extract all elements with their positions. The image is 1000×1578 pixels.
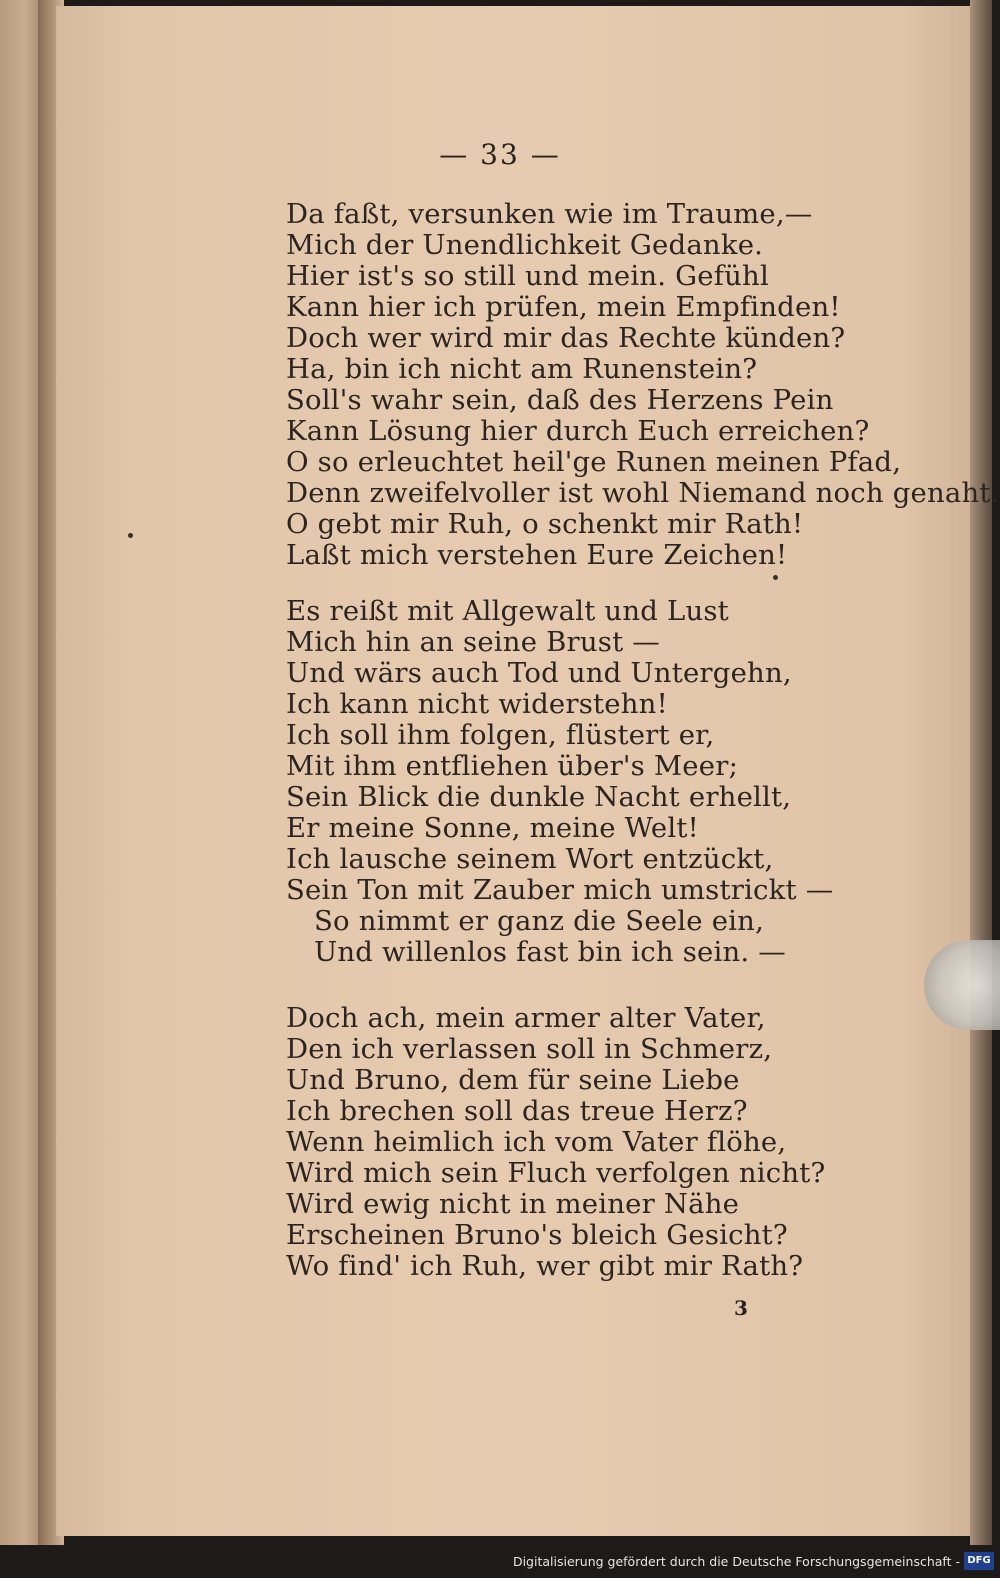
verse-line: Wenn heimlich ich vom Vater flöhe, (286, 1126, 787, 1158)
verse-line: Ha, bin ich nicht am Runenstein? (286, 353, 758, 385)
ink-speck (128, 533, 133, 538)
verse-line: Mich hin an seine Brust — (286, 626, 660, 658)
verse-line: Doch wer wird mir das Rechte künden? (286, 322, 846, 354)
verse-line: So nimmt er ganz die Seele ein, (314, 905, 765, 937)
footer-credit: Digitalisierung gefördert durch die Deutsche Forschungsgemeinschaft - (512, 1554, 960, 1569)
verse-line: Denn zweifelvoller ist wohl Niemand noch genaht. (286, 477, 1000, 509)
dfg-logo-icon: DFG (964, 1552, 994, 1570)
verse-line: Ich kann nicht widerstehn! (286, 688, 668, 720)
verse-line: Hier ist's so still und mein. Gefühl (286, 260, 769, 292)
verse-line: Er meine Sonne, meine Welt! (286, 812, 699, 844)
verse-line: O so erleuchtet heil'ge Runen meinen Pfad, (286, 446, 902, 478)
verse-line: Ich lausche seinem Wort entzückt, (286, 843, 774, 875)
stanza-1 (286, 199, 1000, 571)
verse-line: Den ich verlassen soll in Schmerz, (286, 1033, 773, 1065)
verse-line: Da faßt, versunken wie im Traume,— (286, 198, 813, 230)
verse-line: Sein Blick die dunkle Nacht erhellt, (286, 781, 792, 813)
verse-line: Es reißt mit Allgewalt und Lust (286, 595, 729, 627)
verse-line: Wo find' ich Ruh, wer gibt mir Rath? (286, 1250, 804, 1282)
signature-mark: 3 (734, 1296, 748, 1320)
verse-line: Soll's wahr sein, daß des Herzens Pein (286, 384, 834, 416)
verse-line: Doch ach, mein armer alter Vater, (286, 1002, 766, 1034)
verse-line: Kann hier ich prüfen, mein Empfinden! (286, 291, 841, 323)
verse-line: Und willenlos fast bin ich sein. — (314, 936, 787, 968)
stanza-2 (286, 596, 833, 968)
verse-line: Wird mich sein Fluch verfolgen nicht? (286, 1157, 826, 1189)
ink-speck (773, 575, 778, 580)
verse-line: Ich soll ihm folgen, flüstert er, (286, 719, 715, 751)
verse-line: Kann Lösung hier durch Euch erreichen? (286, 415, 870, 447)
verse-line: Erscheinen Bruno's bleich Gesicht? (286, 1219, 788, 1251)
verse-line: Ich brechen soll das treue Herz? (286, 1095, 748, 1127)
page-number-header: — 33 — (439, 138, 561, 171)
verse-line: Und Bruno, dem für seine Liebe (286, 1064, 740, 1096)
verse-line: Mich der Unendlichkeit Gedanke. (286, 229, 764, 261)
verse-line: Sein Ton mit Zauber mich umstrickt — (286, 874, 834, 906)
verse-line: Wird ewig nicht in meiner Nähe (286, 1188, 740, 1220)
stanza-3 (286, 1003, 826, 1282)
verse-line: O gebt mir Ruh, o schenkt mir Rath! (286, 508, 804, 540)
verse-line: Laßt mich verstehen Eure Zeichen! (286, 539, 788, 571)
verse-line: Mit ihm entfliehen über's Meer; (286, 750, 739, 782)
verse-line: Und wärs auch Tod und Untergehn, (286, 657, 792, 689)
